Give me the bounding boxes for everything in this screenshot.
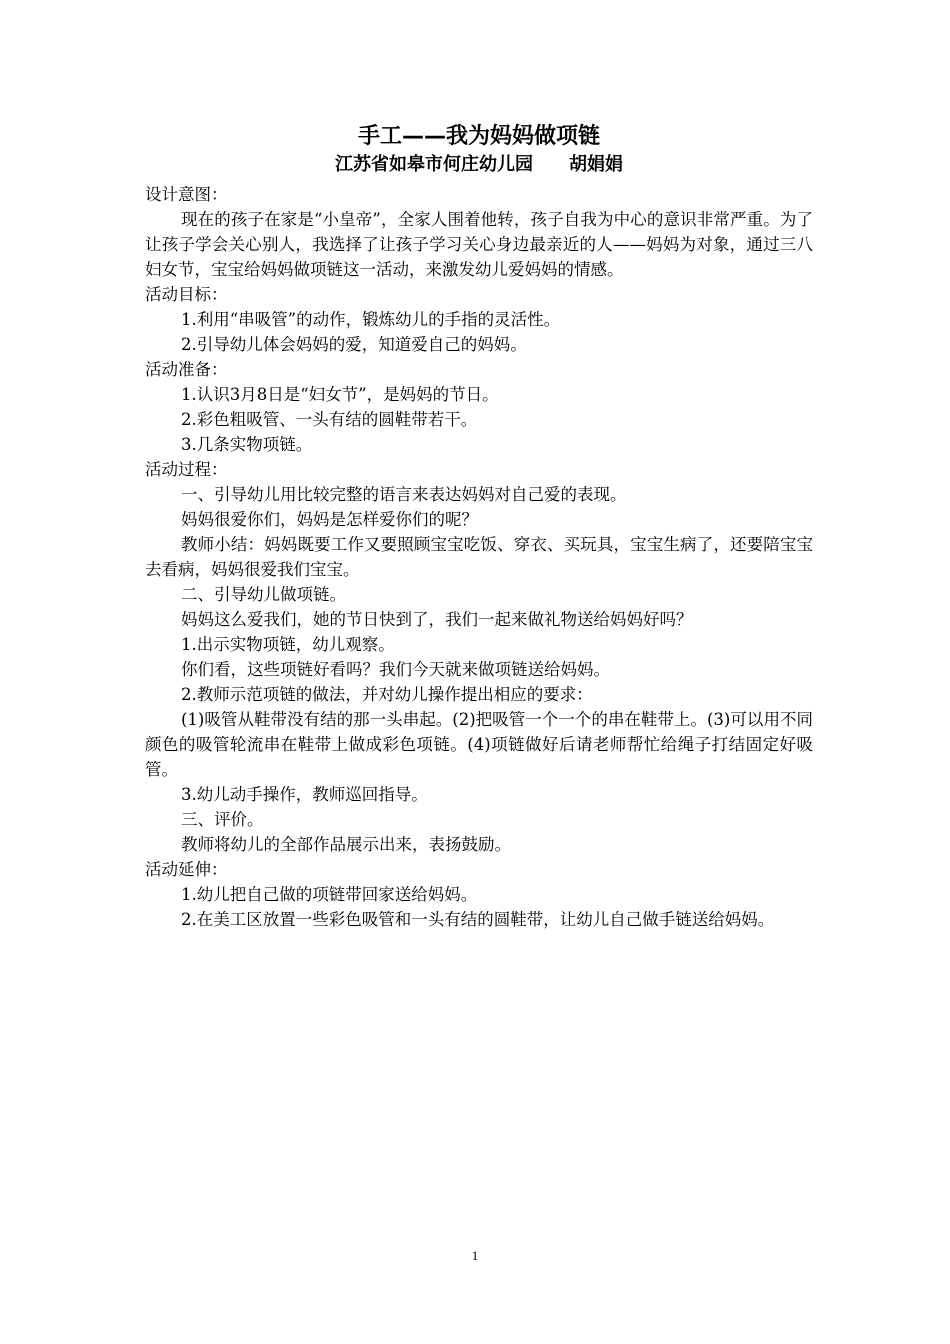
process-paragraph: 你们看，这些项链好看吗？我们今天就来做项链送给妈妈。: [181, 660, 610, 679]
prep-item: 1.认识3月8日是“妇女节”，是妈妈的节日。: [181, 385, 499, 404]
document-title: 手工——我为妈妈做项链: [357, 124, 600, 149]
prep-item: 3.几条实物项链。: [181, 435, 313, 454]
section-heading-extension: 活动延伸：: [145, 860, 228, 879]
section-heading-goals: 活动目标：: [145, 285, 228, 304]
document-page: [145, 122, 813, 932]
author-name: 胡娟娟: [569, 154, 623, 175]
goal-item: 1.利用“串吸管”的动作，锻炼幼儿的手指的灵活性。: [181, 310, 561, 329]
goal-item: 2.引导幼儿体会妈妈的爱，知道爱自己的妈妈。: [181, 335, 527, 354]
author-line: [145, 152, 813, 178]
prep-item: 2.彩色粗吸管、一头有结的圆鞋带若干。: [181, 410, 478, 429]
page-number: 1: [471, 1248, 479, 1263]
process-paragraph: 教师小结：妈妈既要工作又要照顾宝宝吃饭、穿衣、买玩具，宝宝生病了，还要陪宝宝去看病，妈妈很爱我们宝宝。: [145, 535, 813, 579]
process-paragraph: (1)吸管从鞋带没有结的那一头串起。(2)把吸管一个一个的串在鞋带上。(3)可以用不同颜色的吸管轮流串在鞋带上做成彩色项链。(4)项链做好后请老师帮忙给绳子打结固定好吸管。: [145, 710, 813, 779]
section-heading-intent: 设计意图：: [145, 185, 228, 204]
process-paragraph: 二、引导幼儿做项链。: [181, 585, 346, 604]
process-paragraph: 一、引导幼儿用比较完整的语言来表达妈妈对自己爱的表现。: [181, 485, 627, 504]
section-heading-prep: 活动准备：: [145, 360, 228, 379]
school-name: 江苏省如皋市何庄幼儿园: [335, 154, 533, 175]
extension-item: 1.幼儿把自己做的项链带回家送给妈妈。: [181, 885, 478, 904]
process-paragraph: 教师将幼儿的全部作品展示出来，表扬鼓励。: [181, 835, 511, 854]
process-paragraph: 2.教师示范项链的做法，并对幼儿操作提出相应的要求：: [181, 685, 593, 704]
process-paragraph: 妈妈这么爱我们，她的节日快到了，我们一起来做礼物送给妈妈好吗？: [181, 610, 693, 629]
process-paragraph: 三、评价。: [181, 810, 264, 829]
process-paragraph: 3.幼儿动手操作，教师巡回指导。: [181, 785, 428, 804]
extension-item: 2.在美工区放置一些彩色吸管和一头有结的圆鞋带，让幼儿自己做手链送给妈妈。: [181, 910, 775, 929]
section-heading-process: 活动过程：: [145, 460, 228, 479]
intent-paragraph: 现在的孩子在家是“小皇帝”，全家人围着他转，孩子自我为中心的意识非常严重。为了让孩子学会关心别人，我选择了让孩子学习关心身边最亲近的人——妈妈为对象，通过三八妇女节，宝宝给妈妈做项链这一活动，来激发幼儿爱妈妈的情感。: [145, 210, 813, 279]
process-paragraph: 妈妈很爱你们，妈妈是怎样爱你们的呢？: [181, 510, 478, 529]
process-paragraph: 1.出示实物项链，幼儿观察。: [181, 635, 395, 654]
